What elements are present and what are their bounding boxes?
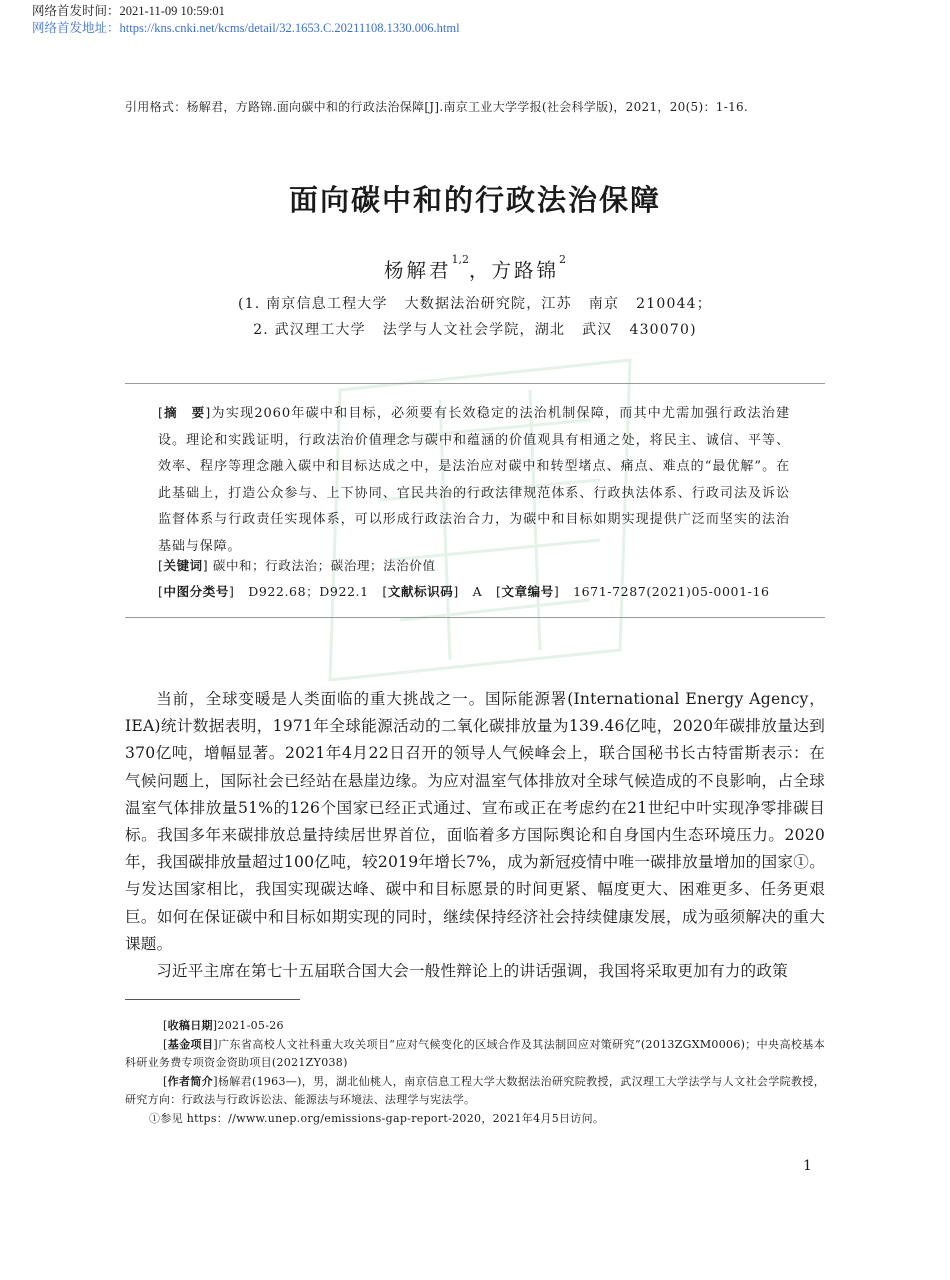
author-name: 方路锦 [491,259,560,282]
citation-format: 引用格式：杨解君，方路锦.面向碳中和的行政法治保障[J].南京工业大学学报(社会科学版)，2021，20(5)：1-16. [125,100,749,114]
footnote-1: ①参见 https：//www.unep.org/emissions-gap-report-2020，2021年4月5日访问。 [149,1111,605,1125]
fund-note: [基金项目]广东省高校人文社科重大攻关项目“应对气候变化的区域合作及其法制回应对策研究”(2013ZGXM0006)；中央高校基本科研业务费专项资金资助项目(2021ZY038) [125,1037,826,1069]
clc-label: 中图分类号 [163,584,229,599]
author-list [0,255,950,283]
body-text [125,686,825,985]
affiliation-1: (1. 南京信息工程大学 大数据法治研究院，江苏 南京 210044； [238,296,712,312]
online-publish-time: 网络首发时间：2021-11-09 10:59:01 [32,4,225,18]
online-address-link[interactable]: https://kns.cnki.net/kcms/detail/32.1653.C.20211108.1330.006.html [119,21,460,35]
paper-title: 面向碳中和的行政法治保障 [288,183,661,217]
received-date-note: [收稿日期]2021-05-26 [163,1019,284,1032]
author-bio-label: 作者简介 [167,1074,214,1088]
received-label: 收稿日期 [167,1019,213,1032]
online-publication-info [32,3,460,37]
author-affiliation-mark: 1,2 [451,253,469,266]
article-number-label: 文章编号 [501,584,554,599]
abstract: [摘 要]为实现2060年碳中和目标，必须要有长效稳定的法治机制保障，而其中尤需加强行政法治建设。理论和实践证明，行政法治价值理念与碳中和蕴涵的价值观具有相通之处，将民主、诚信、平等、效率、程序等理念融入碳中和目标达成之中，是法治应对碳中和转型堵点、痛点、难点的“最优解”。在此基础上，打造公众参与、上下协同、官民共治的行政法律规范体系、行政执法体系、行政司法及诉讼监督体系与行政责任实现体系，可以形成行政法治合力，为碳中和目标如期实现提供广泛而坚实的法治基础与保障。 [158,405,791,554]
online-publish-address [32,20,460,37]
classification-row: [中图分类号] D922.68；D922.1 [文献标识码] A [文章编号] 1671-7287(2021)05-0001-16 [158,584,770,599]
online-address-label: 网络首发地址： [32,21,120,35]
keywords-row: [关键词] 碳中和；行政法治；碳治理；法治价值 [158,558,436,573]
footnotes [125,1017,825,1128]
body-paragraph: 习近平主席在第七十五届联合国大会一般性辩论上的讲话强调，我国将采取更加有力的政策 [156,962,788,981]
abstract-text: 为实现2060年碳中和目标，必须要有长效稳定的法治机制保障，而其中尤需加强行政法治建设。理论和实践证明，行政法治价值理念与碳中和蕴涵的价值观具有相通之处，将民主、诚信、平等、效率、程序等理念融入碳中和目标达成之中，是法治应对碳中和转型堵点、痛点、难点的“最优解”。在此基础上，打造公众参与、上下协同、官民共治的行政法律规范体系、行政执法体系、行政司法及诉讼监督体系与行政责任实现体系，可以形成行政法治合力，为碳中和目标如期实现提供广泛而坚实的法治基础与保障。 [158,406,791,554]
clc-value: D922.68；D922.1 [248,584,369,599]
abstract-bottom-rule [125,617,825,618]
footnote-rule [125,999,300,1000]
article-number-value: 1671-7287(2021)05-0001-16 [573,584,770,599]
author-affiliation-mark: 2 [559,253,567,266]
abstract-top-rule [125,383,825,384]
body-paragraph: 当前，全球变暖是人类面临的重大挑战之一。国际能源署(International Energy Agency，IEA)统计数据表明，1971年全球能源活动的二氧化碳排放量为139.46亿吨，2020年碳排放量达到370亿吨，增幅显著。2021年4月22日召开的领导人气候峰会上，联合国秘书长古特雷斯表示：在气候问题上，国际社会已经站在悬崖边缘。为应对温室气体排放对全球气候造成的不良影响，占全球温室气体排放量51%的126个国家已经正式通过、宣布或正在考虑约在21世纪中叶实现净零排碳目标。我国多年来碳排放总量持续居世界首位，面临着多方国际舆论和自身国内生态环境压力。2020年，我国碳排放量超过100亿吨，较2019年增长7%，成为新冠疫情中唯一碳排放量增加的国家①。与发达国家相比，我国实现碳达峰、碳中和目标愿景的时间更紧、幅度更大、困难更多、任务更艰巨。如何在保证碳中和目标如期实现的同时，继续保持经济社会持续健康发展，成为亟须解决的重大课题。 [125,690,825,953]
keywords-text: 碳中和；行政法治；碳治理；法治价值 [212,558,436,573]
author-separator: ， [468,259,492,282]
author-bio-value: 杨解君(1963—)，男，湖北仙桃人，南京信息工程大学大数据法治研究院教授，武汉理工大学法学与人文社会学院教授，研究方向：行政法与行政诉讼法、能源法与环境法、法理学与宪法学。 [125,1074,826,1106]
doc-code-label: 文献标识码 [387,584,454,599]
affiliation-2: 2. 武汉理工大学 法学与人文社会学院，湖北 武汉 430070) [253,322,697,338]
fund-value: 广东省高校人文社科重大攻关项目“应对气候变化的区域合作及其法制回应对策研究”(2013ZGXM0006)；中央高校基本科研业务费专项资金资助项目(2021ZY038) [125,1037,826,1069]
received-value: 2021-05-26 [217,1019,284,1032]
keywords-label: 关键词 [163,558,203,573]
fund-label: 基金项目 [167,1037,214,1051]
author-name: 杨解君 [383,259,452,282]
abstract-label: 摘 要 [163,405,206,420]
doc-code-value: A [472,584,483,599]
author-bio-note: [作者简介]杨解君(1963—)，男，湖北仙桃人，南京信息工程大学大数据法治研究院教授，武汉理工大学法学与人文社会学院教授，研究方向：行政法与行政诉讼法、能源法与环境法、法理学与宪法学。 [125,1074,826,1106]
page-number: 1 [803,1158,812,1174]
